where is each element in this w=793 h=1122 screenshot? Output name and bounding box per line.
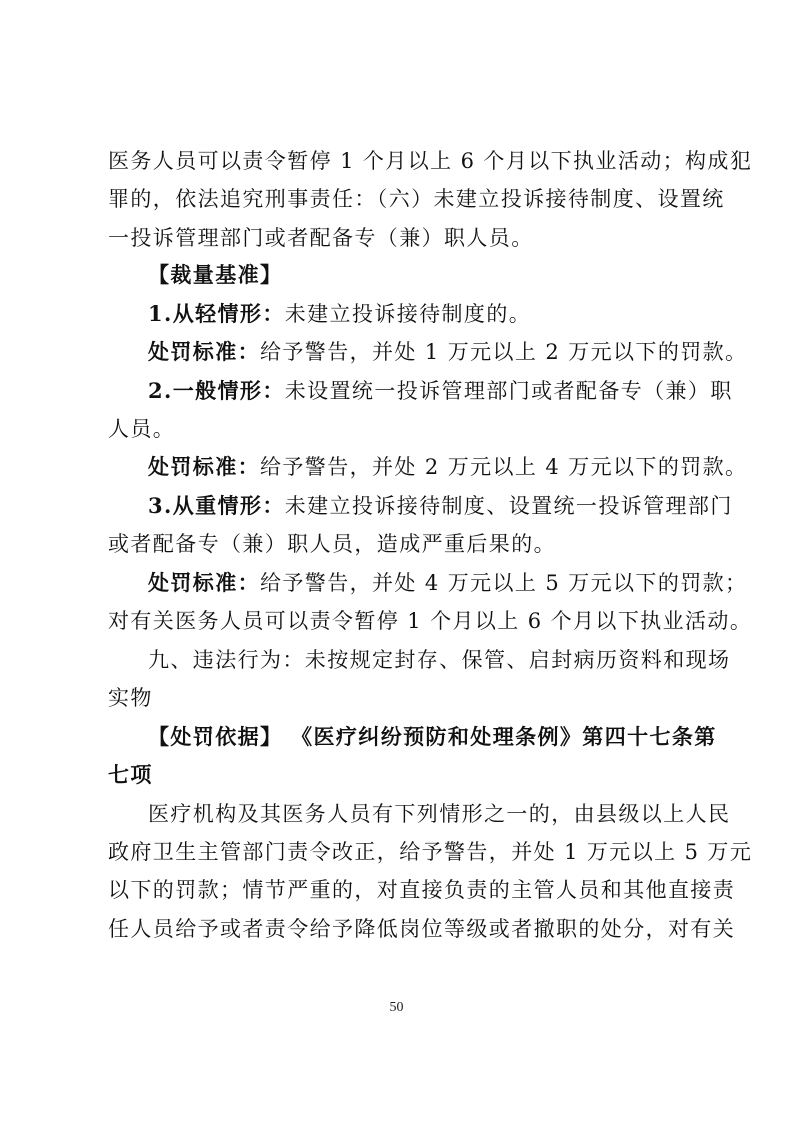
line-text: 医疗机构及其医务人员有下列情形之一的，由县级以上人民 xyxy=(148,802,731,826)
penalty-standard-label: 处罚标准： xyxy=(148,454,260,479)
penalty-basis-heading xyxy=(148,722,717,752)
penalty-standard-label: 处罚标准： xyxy=(148,570,260,595)
line-text: 人员。 xyxy=(108,417,176,441)
severe-case-line-cont xyxy=(108,529,693,559)
penalty-standard-line-3 xyxy=(148,568,748,598)
heading-text: 【裁量基准】 xyxy=(148,262,283,287)
line-text: 医务人员可以责令暂停 1 个月以上 6 个月以下执业活动；构成犯 xyxy=(108,149,753,173)
general-case-line xyxy=(148,376,733,406)
mild-case-label: 1.从轻情形： xyxy=(148,301,285,326)
line-text: 一投诉管理部门或者配备专（兼）职人员。 xyxy=(108,226,534,250)
mild-case-text: 未建立投诉接待制度的。 xyxy=(284,302,532,326)
penalty-standard-label: 处罚标准： xyxy=(148,339,260,364)
penalty-standard-text: 给予警告，并处 1 万元以上 2 万元以下的罚款。 xyxy=(260,340,748,364)
penalty-standard-line-3-cont xyxy=(108,606,753,636)
line-text: 罪的，依法追究刑事责任：（六）未建立投诉接待制度、设置统 xyxy=(108,187,725,211)
regulation-text-line-2 xyxy=(108,837,753,867)
heading-text: 【处罚依据】 《医疗纠纷预防和处理条例》第四十七条第 xyxy=(148,724,717,749)
violation-nine-line xyxy=(148,645,731,675)
line-text: 对有关医务人员可以责令暂停 1 个月以上 6 个月以下执业活动。 xyxy=(108,609,753,633)
line-text: 以下的罚款；情节严重的，对直接负责的主管人员和其他直接责 xyxy=(108,878,736,902)
severe-case-line xyxy=(148,491,733,521)
penalty-standard-text: 给予警告，并处 2 万元以上 4 万元以下的罚款。 xyxy=(260,455,748,479)
general-case-text: 未设置统一投诉管理部门或者配备专（兼）职 xyxy=(284,379,733,403)
line-text: 政府卫生主管部门责令改正，给予警告，并处 1 万元以上 5 万元 xyxy=(108,840,753,864)
regulation-text-line-3 xyxy=(108,875,736,905)
severe-case-text: 未建立投诉接待制度、设置统一投诉管理部门 xyxy=(284,494,733,518)
violation-nine-line-cont xyxy=(108,683,693,713)
line-text: 或者配备专（兼）职人员，造成严重后果的。 xyxy=(108,532,556,556)
line-text: 九、违法行为：未按规定封存、保管、启封病历资料和现场 xyxy=(148,648,731,672)
regulation-text-line-4 xyxy=(108,914,736,944)
page-number: 50 xyxy=(389,1000,404,1015)
line-text: 任人员给予或者责令给予降低岗位等级或者撤职的处分，对有关 xyxy=(108,917,736,941)
paragraph-line-3 xyxy=(108,223,693,253)
penalty-standard-line-1 xyxy=(148,337,748,367)
penalty-basis-heading-cont xyxy=(108,760,693,790)
regulation-text-line-1 xyxy=(148,799,731,829)
section-heading-discretion-standard xyxy=(148,260,693,290)
paragraph-line-1 xyxy=(108,146,753,176)
mild-case-line xyxy=(148,299,693,329)
line-text: 实物 xyxy=(108,686,153,710)
general-case-line-cont xyxy=(108,414,693,444)
general-case-label: 2.一般情形： xyxy=(148,378,285,403)
penalty-standard-text: 给予警告，并处 4 万元以上 5 万元以下的罚款； xyxy=(260,571,748,595)
paragraph-line-2 xyxy=(108,184,725,214)
penalty-standard-line-2 xyxy=(148,452,748,482)
heading-text: 七项 xyxy=(108,762,153,787)
severe-case-label: 3.从重情形： xyxy=(148,493,285,518)
